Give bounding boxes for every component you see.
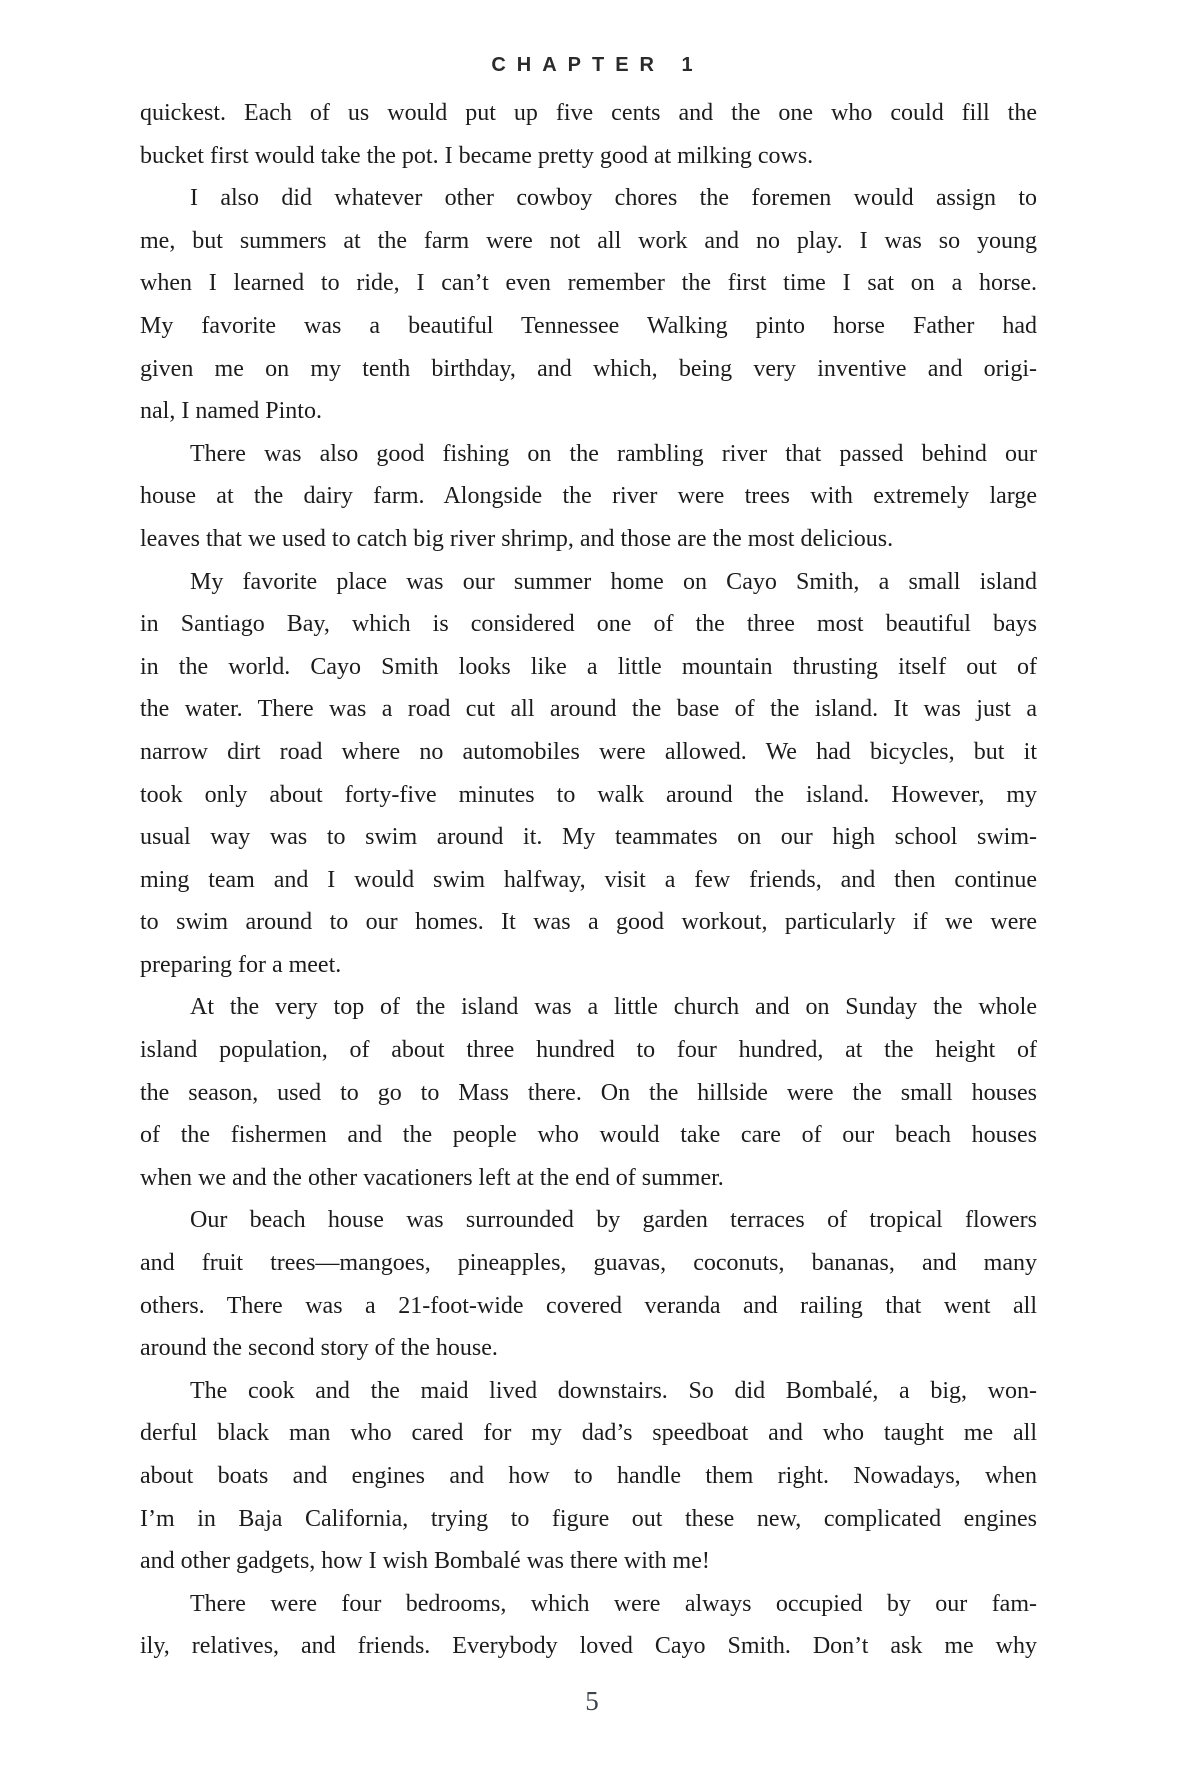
text-line: the water. There was a road cut all around the base of the island. It was just a	[140, 696, 1037, 723]
text-line: ming team and I would swim halfway, visit a few friends, and then continue	[140, 866, 1037, 893]
text-line: and other gadgets, how I wish Bombalé was there with me!	[140, 1548, 710, 1575]
text-line: ily, relatives, and friends. Everybody loved Cayo Smith. Don’t ask me why	[140, 1633, 1037, 1660]
text-line: me, but summers at the farm were not all work and no play. I was so young	[140, 227, 1037, 254]
text-line: leaves that we used to catch big river shrimp, and those are the most delicious.	[140, 525, 894, 552]
paragraph	[140, 177, 1037, 433]
text-line: given me on my tenth birthday, and which, being very inventive and origi-	[140, 355, 1037, 382]
text-line: usual way was to swim around it. My teammates on our high school swim-	[140, 824, 1037, 851]
text-line: when I learned to ride, I can’t even remember the first time I sat on a horse.	[140, 270, 1037, 297]
paragraph	[140, 561, 1037, 987]
text-line: to swim around to our homes. It was a good workout, particularly if we were	[140, 909, 1037, 936]
text-line: about boats and engines and how to handle them right. Nowadays, when	[140, 1463, 1037, 1489]
text-line: island population, of about three hundred to four hundred, at the height of	[140, 1037, 1037, 1064]
text-line: bucket first would take the pot. I became pretty good at milking cows.	[140, 142, 814, 169]
text-line: and fruit trees—mangoes, pineapples, guavas, coconuts, bananas, and many	[140, 1250, 1037, 1277]
text-line: The cook and the maid lived downstairs. So did Bombalé, a big, won-	[190, 1377, 1037, 1404]
text-line: I’m in Baja California, trying to figure out these new, complicated engines	[140, 1505, 1037, 1532]
text-line: My favorite was a beautiful Tennessee Walking pinto horse Father had	[140, 312, 1037, 339]
chapter-heading: CHAPTER 1	[491, 54, 704, 76]
paragraph	[140, 433, 1037, 561]
text-line: nal, I named Pinto.	[140, 398, 322, 425]
page-number: 5	[585, 1686, 599, 1716]
text-line: in the world. Cayo Smith looks like a little mountain thrusting itself out of	[140, 653, 1037, 680]
text-line: house at the dairy farm. Alongside the river were trees with extremely large	[140, 483, 1037, 510]
text-line: There was also good fishing on the rambling river that passed behind our	[190, 440, 1037, 467]
text-line: of the fishermen and the people who would take care of our beach houses	[140, 1122, 1037, 1149]
text-line: My favorite place was our summer home on Cayo Smith, a small island	[190, 568, 1037, 595]
text-line: others. There was a 21-foot-wide covered veranda and railing that went all	[140, 1292, 1037, 1319]
text-line: preparing for a meet.	[140, 951, 342, 978]
text-line: Our beach house was surrounded by garden terraces of tropical flowers	[190, 1207, 1037, 1234]
text-line: At the very top of the island was a little church and on Sunday the whole	[190, 994, 1037, 1021]
body-text	[140, 92, 1037, 1668]
text-line: narrow dirt road where no automobiles were allowed. We had bicycles, but it	[140, 738, 1037, 765]
text-line: I also did whatever other cowboy chores the foremen would assign to	[190, 185, 1037, 212]
paragraph	[140, 986, 1037, 1199]
text-line: around the second story of the house.	[140, 1335, 498, 1362]
text-line: There were four bedrooms, which were always occupied by our fam-	[190, 1590, 1037, 1617]
text-line: quickest. Each of us would put up five cents and the one who could fill the	[140, 100, 1037, 126]
text-line: the season, used to go to Mass there. On the hillside were the small houses	[140, 1079, 1037, 1106]
text-line: derful black man who cared for my dad’s speedboat and who taught me all	[140, 1420, 1037, 1447]
text-line: when we and the other vacationers left at the end of summer.	[140, 1164, 724, 1191]
paragraph	[140, 1583, 1037, 1668]
text-line: took only about forty-five minutes to walk around the island. However, my	[140, 781, 1037, 808]
paragraph	[140, 1199, 1037, 1369]
paragraph	[140, 1370, 1037, 1583]
paragraph	[140, 92, 1037, 177]
text-line: in Santiago Bay, which is considered one of the three most beautiful bays	[140, 611, 1037, 638]
